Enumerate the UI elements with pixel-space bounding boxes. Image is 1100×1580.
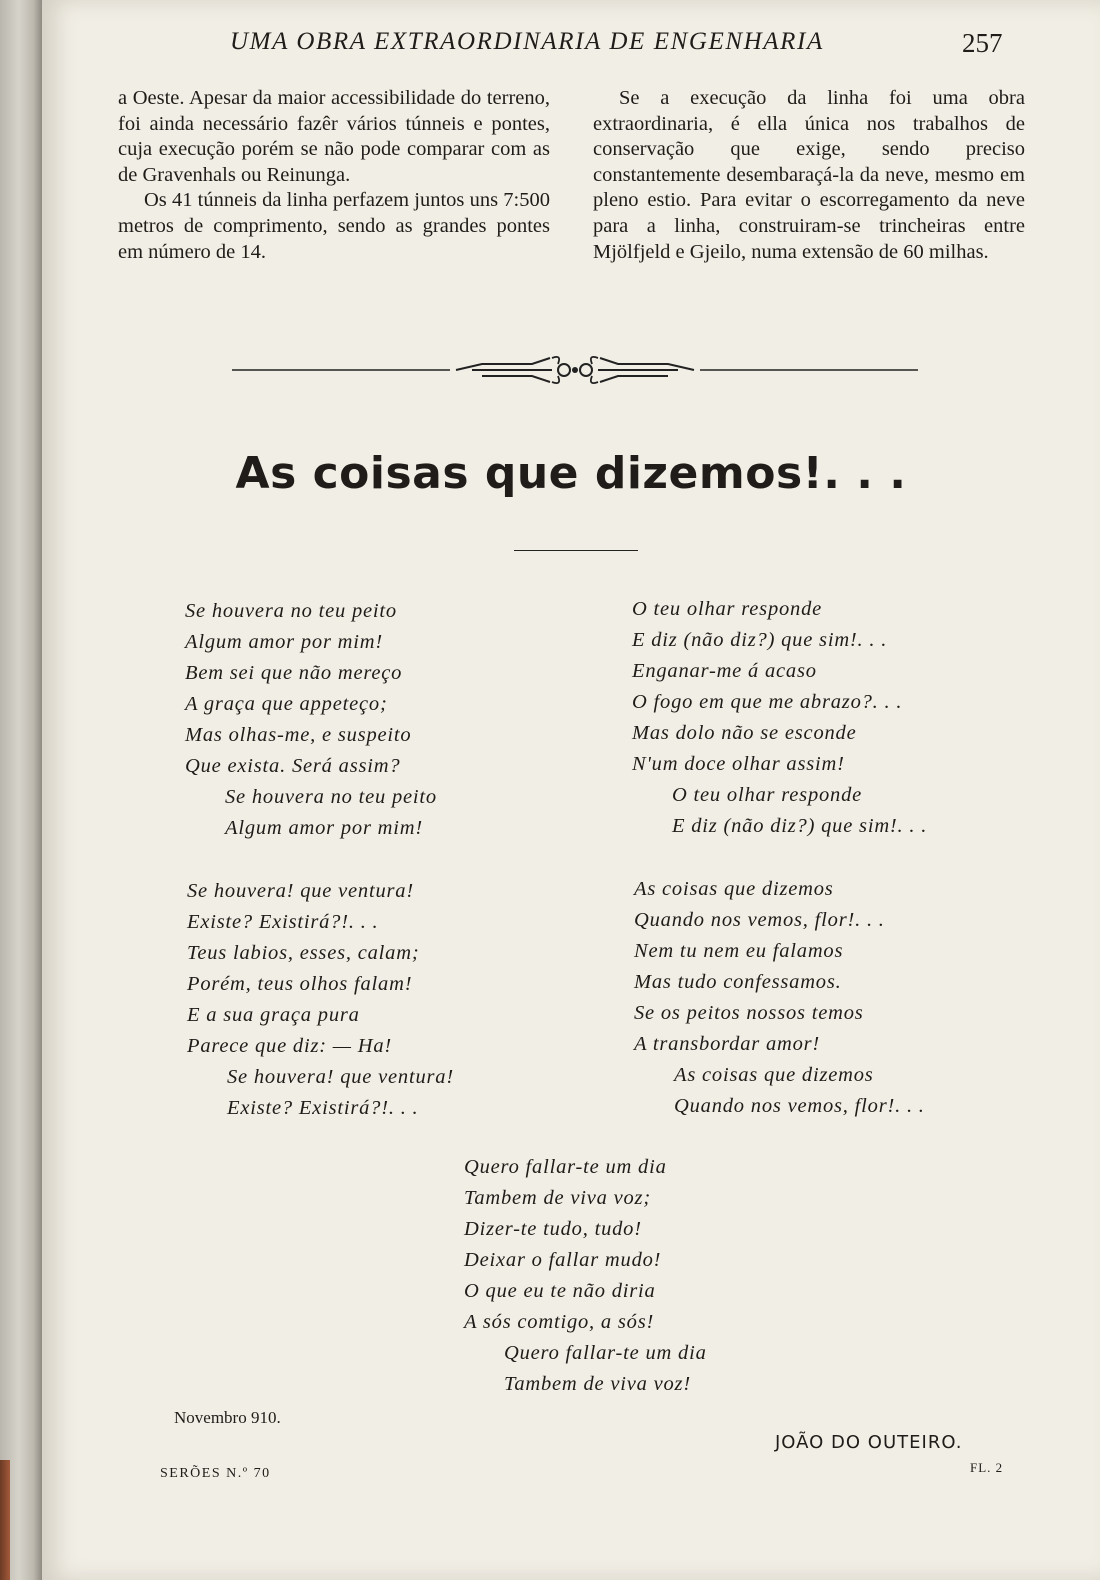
verse-line: Que exista. Será assim? (185, 755, 401, 777)
verse-line: A graça que appeteço; (185, 693, 388, 715)
verse-line: E diz (não diz?) que sim!. . . (632, 629, 888, 651)
sheet-footer: FL. 2 (970, 1460, 1004, 1475)
verse-line: Porém, teus olhos falam! (187, 973, 413, 995)
poem-date: Novembro 910. (174, 1408, 281, 1427)
book-spine-edge (0, 0, 42, 1580)
verse-line: N'um doce olhar assim! (632, 753, 845, 775)
page-number: 257 (962, 28, 1003, 58)
verse-line: O teu olhar responde (632, 598, 823, 620)
verse-line: Mas olhas-me, e suspeito (185, 724, 412, 746)
verse-line: O que eu te não diria (464, 1280, 656, 1302)
article-column-right (593, 86, 1025, 265)
verse-line: E a sua graça pura (187, 1004, 360, 1026)
verse-line: Tambem de viva voz; (464, 1187, 651, 1209)
magazine-page (42, 0, 1100, 1580)
section-divider-ornament (232, 352, 918, 388)
verse-line: Nem tu nem eu falamos (634, 940, 844, 962)
verse-line: Quero fallar-te um dia (464, 1156, 667, 1178)
verse-line: O teu olhar responde (672, 784, 863, 806)
verse-line: Mas tudo confessamos. (634, 971, 842, 993)
verse-line: As coisas que dizemos (634, 878, 834, 900)
verse-line: Existe? Existirá?!. . . (187, 911, 379, 933)
verse-line: Bem sei que não mereço (185, 662, 403, 684)
verse-line: As coisas que dizemos (674, 1064, 874, 1086)
paragraph: Os 41 túnneis da linha perfazem juntos uns 7:500 metros de comprimento, sendo as grandes pontes em número de 14. (118, 189, 550, 263)
poem-stanza-5 (464, 1152, 707, 1400)
verse-line: Mas dolo não se esconde (632, 722, 857, 744)
verse-line: Teus labios, esses, calam; (187, 942, 420, 964)
verse-line: Se houvera! que ventura! (227, 1066, 454, 1088)
verse-line: Quando nos vemos, flor!. . . (634, 909, 885, 931)
verse-line: Enganar-me á acaso (632, 660, 817, 682)
verse-line: Parece que diz: — Ha! (187, 1035, 393, 1057)
verse-line: Algum amor por mim! (185, 631, 383, 653)
verse-line: Tambem de viva voz! (504, 1373, 691, 1395)
verse-line: Se houvera no teu peito (225, 786, 437, 808)
paragraph: Se a execução da linha foi uma obra extraordinaria, é ella única nos trabalhos de conservação que exige, sendo preciso constantemente desembaraçá-la da neve, mesmo em pleno estio. Para evitar o escorregamento da neve para a linha, construiram-se trincheiras entre Mjölfjeld e Gjeilo, numa extensão de 60 milhas. (593, 87, 1025, 263)
verse-line: Se os peitos nossos temos (634, 1002, 864, 1024)
verse-line: E diz (não diz?) que sim!. . . (672, 815, 928, 837)
author-signature: JOÃO DO OUTEIRO. (775, 1432, 963, 1453)
poem-stanza-2 (187, 876, 454, 1124)
poem-title: As coisas que dizemos!. . . (235, 448, 907, 499)
running-head: UMA OBRA EXTRAORDINARIA DE ENGENHARIA (230, 28, 824, 55)
verse-line: Quero fallar-te um dia (504, 1342, 707, 1364)
verse-line: A transbordar amor! (634, 1033, 821, 1055)
verse-line: Se houvera no teu peito (185, 600, 397, 622)
binding-edge (0, 1460, 10, 1580)
verse-line: Deixar o fallar mudo! (464, 1249, 662, 1271)
verse-line: Existe? Existirá?!. . . (227, 1097, 419, 1119)
verse-line: O fogo em que me abrazo?. . . (632, 691, 903, 713)
title-underline (514, 550, 638, 551)
verse-line: A sós comtigo, a sós! (464, 1311, 655, 1333)
issue-footer: SERÕES N.º 70 (160, 1466, 271, 1481)
poem-stanza-1 (185, 596, 437, 844)
verse-line: Se houvera! que ventura! (187, 880, 414, 902)
article-column-left (118, 86, 550, 265)
paragraph: a Oeste. Apesar da maior accessibilidade do terreno, foi ainda necessário fazêr vários túnneis e pontes, cuja execução porém se não pode comparar com as de Gravenhals ou Reinunga. (118, 87, 550, 186)
verse-line: Algum amor por mim! (225, 817, 423, 839)
verse-line: Quando nos vemos, flor!. . . (674, 1095, 925, 1117)
poem-stanza-4 (634, 874, 925, 1122)
verse-line: Dizer-te tudo, tudo! (464, 1218, 642, 1240)
poem-stanza-3 (632, 594, 927, 842)
